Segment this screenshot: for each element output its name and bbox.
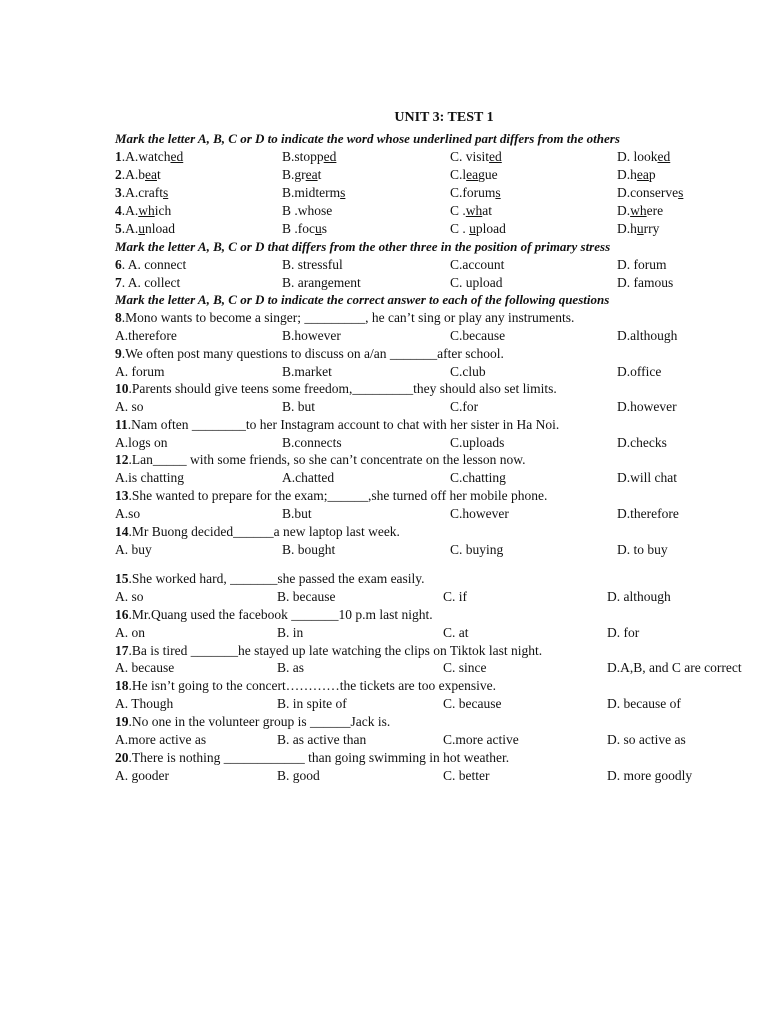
option-a: A.logs on: [115, 435, 168, 450]
option-b: B. in spite of: [277, 696, 347, 711]
question-options-13: [0, 506, 768, 524]
question-row-3: [0, 185, 768, 203]
option-b: B. in: [277, 625, 304, 640]
option-c: C.more active: [443, 732, 519, 747]
option-a: 4.A.which: [115, 203, 172, 218]
option-d: D. for: [607, 625, 640, 640]
option-d: D. because of: [607, 696, 681, 711]
option-c: C. buying: [450, 542, 504, 557]
question-options-10: [0, 399, 768, 417]
option-c: C. because: [443, 696, 502, 711]
question-options-9: [0, 364, 768, 382]
question-row-2: [0, 167, 768, 185]
question-stem-20: 20.There is nothing ____________ than going swimming in hot weather.: [115, 750, 510, 765]
option-c: C.because: [450, 328, 506, 343]
question-options-16: [0, 625, 768, 643]
option-c: C.uploads: [450, 435, 505, 450]
option-a: A. Though: [115, 696, 174, 711]
option-d: D.checks: [617, 435, 667, 450]
question-stem-11: 11.Nam often ________to her Instagram account to chat with her sister in Ha Noi.: [115, 417, 560, 432]
option-a: 7. A. collect: [115, 275, 181, 290]
question-row-1: [0, 149, 768, 167]
option-c: C .what: [450, 203, 493, 218]
option-a: A. forum: [115, 364, 165, 379]
question-stem-19: 19.No one in the volunteer group is ______Jack is.: [115, 714, 391, 729]
option-d: D.therefore: [617, 506, 679, 521]
question-stem-16: 16.Mr.Quang used the facebook _______10 p.m last night.: [115, 607, 433, 622]
option-c: C. at: [443, 625, 469, 640]
option-d: D.office: [617, 364, 662, 379]
option-b: B.connects: [282, 435, 342, 450]
option-b: B. as: [277, 660, 304, 675]
option-b: B.market: [282, 364, 332, 379]
option-c: C. if: [443, 589, 468, 604]
option-a: 6. A. connect: [115, 257, 187, 272]
question-options-8: [0, 328, 768, 346]
option-d: D.although: [617, 328, 678, 343]
question-row-5: [0, 221, 768, 239]
option-b: B.however: [282, 328, 341, 343]
question-stem-12: 12.Lan_____ with some friends, so she can’t concentrate on the lesson now.: [115, 452, 526, 467]
question-options-17: [0, 660, 768, 678]
question-stem-9: 9.We often post many questions to discuss on a/an _______after school.: [115, 346, 504, 361]
question-stem-14: 14.Mr Buong decided______a new laptop last week.: [115, 524, 400, 539]
option-b: B. good: [277, 768, 320, 783]
option-a: 1.A.watched: [115, 149, 184, 164]
question-stem-17: 17.Ba is tired _______he stayed up late watching the clips on Tiktok last night.: [115, 643, 543, 658]
option-c: C.club: [450, 364, 486, 379]
question-stem-10: 10.Parents should give teens some freedom,_________they should also set limits.: [115, 381, 557, 396]
section-instruction-3: Mark the letter A, B, C or D to indicate the correct answer to each of the following questions: [115, 292, 610, 307]
question-options-19: [0, 732, 768, 750]
question-options-20: [0, 768, 768, 786]
option-a: A. gooder: [115, 768, 169, 783]
option-a: 2.A.beat: [115, 167, 161, 182]
option-d: D. to buy: [617, 542, 668, 557]
option-b: B. but: [282, 399, 316, 414]
question-stem-8: 8.Mono wants to become a singer; _________, he can’t sing or play any instruments.: [115, 310, 575, 325]
question-options-11: [0, 435, 768, 453]
question-stem-15: 15.She worked hard, _______she passed the exam easily.: [115, 571, 425, 586]
question-options-15: [0, 589, 768, 607]
option-d: D. more goodly: [607, 768, 693, 783]
option-b: B.midterms: [282, 185, 346, 200]
option-d: D.hurry: [617, 221, 660, 236]
option-c: C. upload: [450, 275, 503, 290]
option-b: B.but: [282, 506, 312, 521]
option-c: C.account: [450, 257, 505, 272]
option-c: C. visited: [450, 149, 502, 164]
option-a: A. buy: [115, 542, 152, 557]
question-row-7: [0, 275, 768, 293]
option-b: B. arangement: [282, 275, 361, 290]
option-d: D.however: [617, 399, 677, 414]
option-a: A. so: [115, 589, 144, 604]
option-c: C . upload: [450, 221, 506, 236]
option-d: D.will chat: [617, 470, 677, 485]
option-a: A.so: [115, 506, 141, 521]
page-title: UNIT 3: TEST 1: [394, 110, 494, 125]
option-a: A.therefore: [115, 328, 177, 343]
option-a: 5.A.unload: [115, 221, 175, 236]
option-c: C.forums: [450, 185, 501, 200]
option-a: A.more active as: [115, 732, 207, 747]
option-a: A.is chatting: [115, 470, 184, 485]
option-d: D. famous: [617, 275, 674, 290]
option-b: B .focus: [282, 221, 328, 236]
option-b: B.stopped: [282, 149, 337, 164]
question-row-6: [0, 257, 768, 275]
question-stem-18: 18.He isn’t going to the concert…………the tickets are too expensive.: [115, 678, 497, 693]
question-options-18: [0, 696, 768, 714]
option-b: B.great: [282, 167, 322, 182]
question-row-4: [0, 203, 768, 221]
option-a: A. on: [115, 625, 145, 640]
option-d: D.A,B, and C are correct: [607, 660, 742, 675]
option-a: 3.A.crafts: [115, 185, 169, 200]
option-b: B. as active than: [277, 732, 367, 747]
option-d: D. looked: [617, 149, 671, 164]
option-c: C.however: [450, 506, 509, 521]
option-c: C. better: [443, 768, 490, 783]
section-instruction-2: Mark the letter A, B, C or D that differs from the other three in the position of primary stress: [115, 239, 611, 254]
question-options-12: [0, 470, 768, 488]
option-b: A.chatted: [282, 470, 335, 485]
option-d: D.where: [617, 203, 664, 218]
option-d: D. although: [607, 589, 671, 604]
option-c: C.chatting: [450, 470, 506, 485]
option-b: B. stressful: [282, 257, 343, 272]
question-stem-13: 13.She wanted to prepare for the exam;______,she turned off her mobile phone.: [115, 488, 548, 503]
option-d: D. forum: [617, 257, 667, 272]
option-d: D.heap: [617, 167, 656, 182]
section-instruction-1: Mark the letter A, B, C or D to indicate the word whose underlined part differs from the others: [115, 131, 620, 146]
option-c: C. since: [443, 660, 487, 675]
option-c: C.league: [450, 167, 498, 182]
option-a: A. so: [115, 399, 144, 414]
option-d: D.conserves: [617, 185, 684, 200]
question-options-14: [0, 542, 768, 560]
option-b: B .whose: [282, 203, 333, 218]
option-d: D. so active as: [607, 732, 686, 747]
option-b: B. bought: [282, 542, 336, 557]
option-c: C.for: [450, 399, 479, 414]
option-b: B. because: [277, 589, 336, 604]
option-a: A. because: [115, 660, 175, 675]
